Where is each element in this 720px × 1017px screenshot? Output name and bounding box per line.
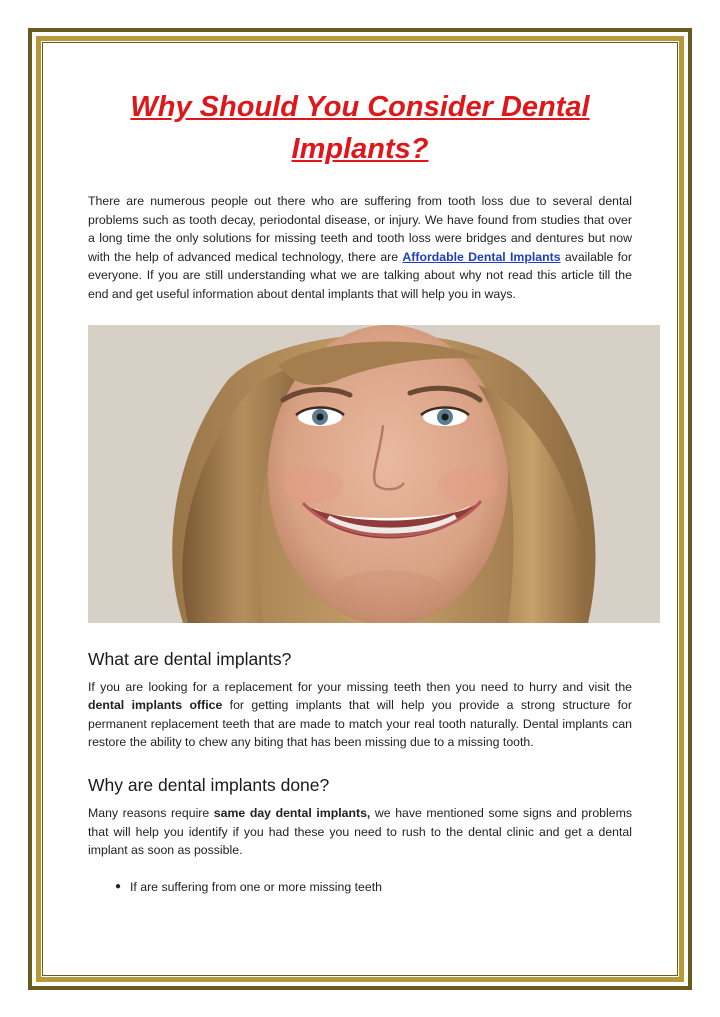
document-body [88, 86, 632, 896]
same-day-dental-implants-bold: same day dental implants, [213, 805, 371, 820]
why-paragraph [88, 804, 632, 860]
intro-paragraph [88, 192, 632, 304]
intro-text-2: available for everyone. If you are still understanding what we are talking about why not read this article till the end and get useful information about dental implants that will help you in ways. [88, 249, 632, 301]
bullet-icon: ● [115, 880, 122, 892]
smiling-woman-photo [88, 325, 660, 623]
why-text-1: Many reasons require [88, 805, 214, 820]
dental-implants-office-bold: dental implants office [88, 698, 223, 713]
what-text-2: for getting implants that will help you provide a strong structure for permanent replacement teeth that are made to match your real tooth naturally. Dental implants can restore the ability to chew any biting that has been missing due to a missing tooth. [88, 698, 632, 750]
reasons-list [88, 878, 632, 896]
affordable-dental-implants-link[interactable]: Affordable Dental Implants [402, 249, 561, 264]
list-item [88, 878, 632, 896]
why-text-2: we have mentioned some signs and problems that will help you identify if you had these you need to rush to the dental clinic and get a dental implant as soon as possible. [88, 805, 632, 858]
list-item-text: If are suffering from one or more missing teeth [130, 879, 382, 894]
section-heading-what: What are dental implants? [88, 648, 292, 669]
what-paragraph [88, 678, 632, 752]
what-text-1: If you are looking for a replacement for your missing teeth then you need to hurry and visit the [88, 679, 632, 694]
section-heading-why: Why are dental implants done? [88, 774, 330, 795]
page-title: Why Should You Consider Dental Implants? [130, 91, 590, 165]
intro-text-1: There are numerous people out there who are suffering from tooth loss due to several dental problems such as tooth decay, periodontal disease, or injury. We have found from studies that over a long time the only solutions for missing teeth and tooth loss were bridges and dentures but now with the help of advanced medical technology, there are [88, 194, 632, 264]
